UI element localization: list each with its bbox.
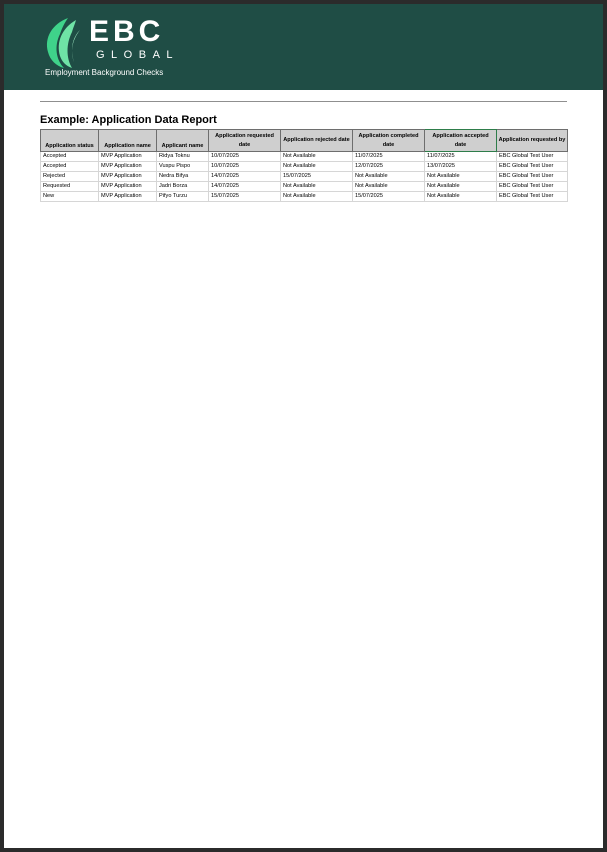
header-banner (4, 4, 603, 90)
table-cell: 15/07/2025 (209, 192, 281, 202)
table-cell: Not Available (281, 162, 353, 172)
table-cell: Pifyo Turzu (157, 192, 209, 202)
table-cell: EBC Global Test User (497, 182, 568, 192)
table-cell: 15/07/2025 (281, 172, 353, 182)
document-page (4, 4, 603, 848)
table-cell: 10/07/2025 (209, 162, 281, 172)
table-cell: EBC Global Test User (497, 192, 568, 202)
table-cell: Accepted (41, 152, 99, 162)
brand-name: EBC (89, 15, 165, 48)
table-cell: Not Available (353, 182, 425, 192)
table-cell: Not Available (353, 172, 425, 182)
column-header[interactable]: Application requested date (209, 130, 281, 152)
column-header[interactable]: Application requested by (497, 130, 568, 152)
table-row (41, 182, 568, 192)
swoosh-logo-icon (42, 16, 82, 68)
table-cell: Not Available (281, 152, 353, 162)
table-cell: EBC Global Test User (497, 162, 568, 172)
column-header[interactable]: Application rejected date (281, 130, 353, 152)
divider (40, 101, 567, 102)
table-cell: MVP Application (99, 182, 157, 192)
table-header-row (41, 130, 568, 152)
table-cell: Nedra Bifya (157, 172, 209, 182)
table-cell: 14/07/2025 (209, 172, 281, 182)
table-cell: New (41, 192, 99, 202)
report-table (40, 129, 568, 202)
table-cell: Not Available (425, 182, 497, 192)
table-row (41, 162, 568, 172)
table-cell: 15/07/2025 (353, 192, 425, 202)
report-title: Example: Application Data Report (40, 114, 217, 126)
table-cell: 14/07/2025 (209, 182, 281, 192)
table-cell: MVP Application (99, 192, 157, 202)
table-cell: 12/07/2025 (353, 162, 425, 172)
brand-tagline: Employment Background Checks (45, 68, 164, 77)
column-header[interactable]: Application accepted date (425, 130, 497, 152)
table-cell: Accepted (41, 162, 99, 172)
column-header[interactable]: Application name (99, 130, 157, 152)
table-cell: Jadri Borza (157, 182, 209, 192)
table-row (41, 192, 568, 202)
table-cell: 13/07/2025 (425, 162, 497, 172)
table-cell: MVP Application (99, 172, 157, 182)
table-cell: Not Available (425, 192, 497, 202)
column-header[interactable]: Application status (41, 130, 99, 152)
table-row (41, 152, 568, 162)
table-cell: MVP Application (99, 162, 157, 172)
column-header[interactable]: Application completed date (353, 130, 425, 152)
table-cell: 10/07/2025 (209, 152, 281, 162)
table-cell: Rejected (41, 172, 99, 182)
table-cell: Vuspu Pispo (157, 162, 209, 172)
table-cell: EBC Global Test User (497, 172, 568, 182)
table-cell: EBC Global Test User (497, 152, 568, 162)
table-row (41, 172, 568, 182)
table-cell: Requested (41, 182, 99, 192)
table-cell: Not Available (281, 192, 353, 202)
table-cell: Not Available (281, 182, 353, 192)
table-cell: MVP Application (99, 152, 157, 162)
table-cell: 11/07/2025 (353, 152, 425, 162)
table-cell: 11/07/2025 (425, 152, 497, 162)
table-cell: Not Available (425, 172, 497, 182)
table-cell: Ridya Toknu (157, 152, 209, 162)
brand-subname: GLOBAL (96, 49, 180, 61)
column-header[interactable]: Applicant name (157, 130, 209, 152)
